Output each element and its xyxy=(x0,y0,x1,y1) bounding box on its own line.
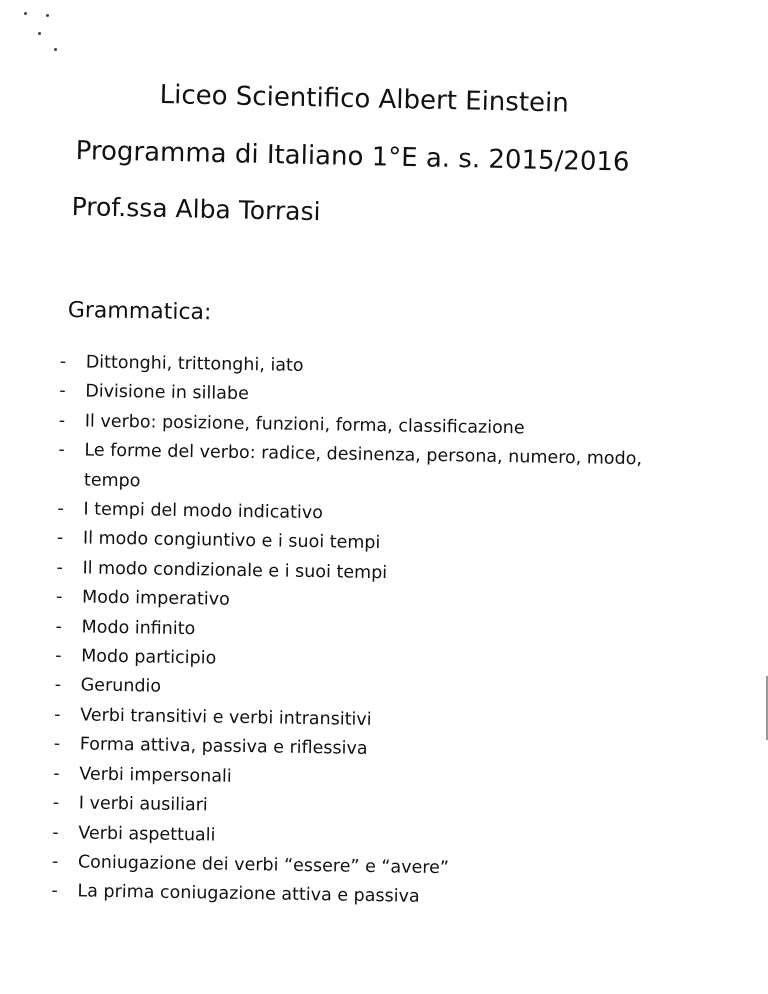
list-item-text: Modo imperativo xyxy=(81,587,230,611)
list-item-text: Modo infinito xyxy=(81,617,196,639)
list-item-text: Dittonghi, trittonghi, iato xyxy=(85,352,304,376)
list-bullet: - xyxy=(52,822,59,843)
list-item-text: Il modo congiuntivo e i suoi tempi xyxy=(82,528,381,554)
list-bullet: - xyxy=(55,646,62,667)
list-item-text: Il verbo: posizione, funzioni, forma, classificazione xyxy=(84,411,525,439)
section-title: Grammatica: xyxy=(67,298,212,326)
list-bullet: - xyxy=(55,587,63,608)
list-item-text: Verbi transitivi e verbi intransitivi xyxy=(80,705,372,730)
list-item-text: Il modo condizionale e i suoi tempi xyxy=(82,558,388,584)
list-bullet: - xyxy=(59,352,67,373)
teacher-name: Prof.ssa Alba Torrasi xyxy=(71,192,321,227)
list-bullet: - xyxy=(54,675,62,696)
list-bullet: - xyxy=(56,557,64,578)
list-item-text: I verbi ausiliari xyxy=(78,793,208,816)
list-bullet: - xyxy=(53,734,61,755)
scan-speck xyxy=(54,48,57,51)
list-bullet: - xyxy=(51,851,59,873)
topic-list xyxy=(47,348,666,916)
program-title: Programma di Italiano 1°E a. s. 2015/2016 xyxy=(75,136,630,178)
list-bullet: - xyxy=(54,704,61,725)
list-item-text: Le forme del verbo: radice, desinenza, persona, numero, modo, tempo xyxy=(83,440,643,491)
list-bullet: - xyxy=(58,410,66,431)
list-item-text: Forma attiva, passiva e riflessiva xyxy=(79,734,368,760)
list-item-text: Coniugazione dei verbi “essere” e “avere” xyxy=(77,852,450,879)
list-item-text: Verbi aspettuali xyxy=(78,822,216,846)
list-bullet: - xyxy=(58,440,65,461)
school-name: Liceo Scientifico Albert Einstein xyxy=(159,80,570,119)
list-bullet: - xyxy=(56,528,64,549)
list-item xyxy=(54,436,665,504)
list-bullet: - xyxy=(57,499,64,520)
scan-speck xyxy=(38,32,41,35)
list-item-text: I tempi del modo indicativo xyxy=(83,499,324,524)
list-item-text: La prima coniugazione attiva e passiva xyxy=(77,881,420,908)
list-bullet: - xyxy=(53,763,60,784)
scan-speck xyxy=(24,12,27,15)
list-item-text: Gerundio xyxy=(80,675,162,698)
list-item-text: Verbi impersonali xyxy=(79,764,232,787)
list-bullet: - xyxy=(59,381,66,402)
list-item-text: Divisione in sillabe xyxy=(85,381,249,405)
list-item-text: Modo participio xyxy=(81,646,217,669)
scan-speck xyxy=(46,14,49,17)
list-bullet: - xyxy=(51,881,58,902)
list-bullet: - xyxy=(52,793,60,814)
list-bullet: - xyxy=(55,616,63,637)
